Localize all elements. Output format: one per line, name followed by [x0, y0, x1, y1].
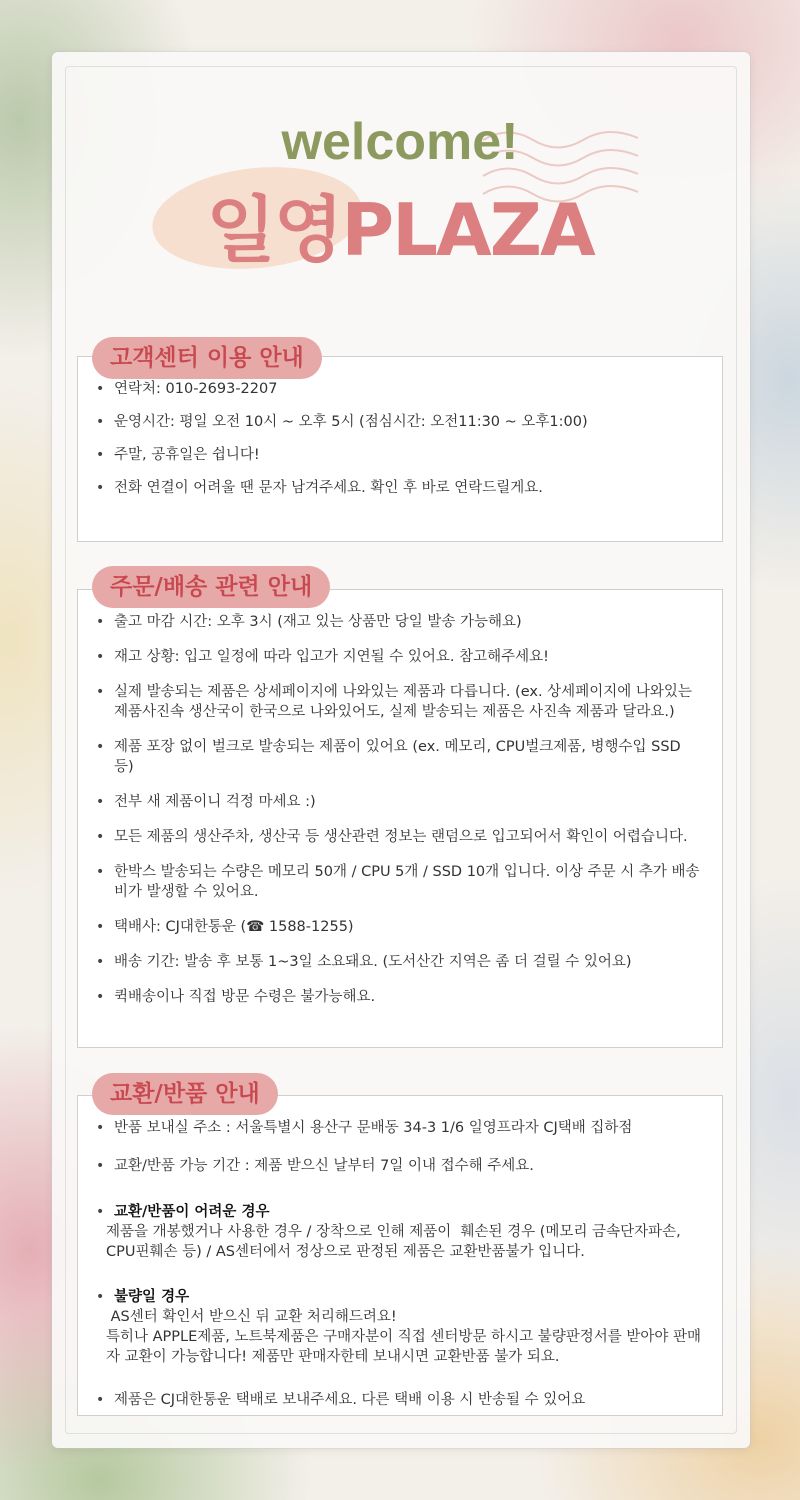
exchange-return-title: 교환/반품 안내	[92, 1073, 278, 1115]
item-heading: • 불량일 경우	[114, 1289, 190, 1305]
list-item: • 제품 포장 없이 벌크로 발송되는 제품이 있어요 (ex. 메모리, CPU벌크제품, 병행수입 SSD 등)	[96, 737, 702, 777]
list-item: • 전부 새 제품이니 걱정 마세요 :)	[96, 792, 702, 812]
exchange-return-list	[78, 1096, 722, 1410]
item-text: • 제품은 CJ대한통운 택배로 보내주세요. 다른 택배 이용 시 반송될 수 있어요	[114, 1392, 586, 1408]
list-item: • 배송 기간: 발송 후 보통 1~3일 소요돼요. (도서산간 지역은 좀 더 걸릴 수 있어요)	[96, 952, 702, 972]
list-item: • 한박스 발송되는 수량은 메모리 50개 / CPU 5개 / SSD 10개 입니다. 이상 주문 시 추가 배송비가 발생할 수 있어요.	[96, 862, 702, 902]
list-item: • 모든 제품의 생산주차, 생산국 등 생산관련 정보는 랜덤으로 입고되어서 확인이 어렵습니다.	[96, 827, 702, 847]
item-text: AS센터 확인서 받으신 뒤 교환 처리해드려요!	[106, 1309, 397, 1325]
store-title: 일영PLAZA	[206, 188, 594, 272]
list-item: • 운영시간: 평일 오전 10시 ~ 오후 5시 (점심시간: 오전11:30 ~ 오후1:00)	[96, 412, 702, 432]
list-item: • 연락처: 010-2693-2207	[96, 379, 702, 399]
exchange-return-section	[77, 1095, 723, 1416]
order-shipping-list	[78, 590, 722, 1007]
list-item: • 출고 마감 시간: 오후 3시 (재고 있는 상품만 당일 발송 가능해요)	[96, 612, 702, 632]
list-item: • 택배사: CJ대한통운 (☎ 1588-1255)	[96, 917, 702, 937]
list-item	[96, 1390, 702, 1410]
item-text: 특히나 APPLE제품, 노트북제품은 구매자분이 직접 센터방문 하시고 불량판정서를 받아야 판매자 교환이 가능합니다! 제품만 판매자한테 보내시면 교환반품 불가 되요.	[106, 1329, 701, 1365]
order-shipping-title: 주문/배송 관련 안내	[92, 566, 330, 608]
order-shipping-section	[77, 589, 723, 1048]
item-heading: • 교환/반품이 어려운 경우	[114, 1204, 270, 1220]
list-item: • 재고 상황: 입고 일정에 따라 입고가 지연될 수 있어요. 참고해주세요!	[96, 647, 702, 667]
item-text: • 교환/반품 가능 기간 : 제품 받으신 날부터 7일 이내 접수해 주세요.	[114, 1158, 534, 1174]
customer-center-title: 고객센터 이용 안내	[92, 337, 322, 379]
list-item: • 주말, 공휴일은 쉽니다!	[96, 445, 702, 465]
list-item	[96, 1156, 702, 1176]
list-item: • 퀵배송이나 직접 방문 수령은 불가능해요.	[96, 987, 702, 1007]
welcome-heading: welcome!	[281, 113, 519, 171]
item-text: • 반품 보내실 주소 : 서울특별시 용산구 문배동 34-3 1/6 일영프라자 CJ택배 집하점	[114, 1120, 633, 1136]
list-item: • 전화 연결이 어려울 땐 문자 남겨주세요. 확인 후 바로 연락드릴게요.	[96, 478, 702, 498]
item-text: 제품을 개봉했거나 사용한 경우 / 장착으로 인해 제품이 훼손된 경우 (메모리 금속단자파손, CPU핀훼손 등) / AS센터에서 정상으로 판정된 제품은 교환반품불가 입니다.	[106, 1224, 686, 1260]
customer-center-section	[77, 356, 723, 542]
list-item	[96, 1118, 702, 1138]
list-item: • 실제 발송되는 제품은 상세페이지에 나와있는 제품과 다릅니다. (ex. 상세페이지에 나와있는 제품사진속 생산국이 한국으로 나와있어도, 실제 발송되는 제품은 사진속 제품과 달라요.)	[96, 682, 702, 722]
list-item	[96, 1202, 702, 1262]
list-item	[96, 1287, 702, 1367]
